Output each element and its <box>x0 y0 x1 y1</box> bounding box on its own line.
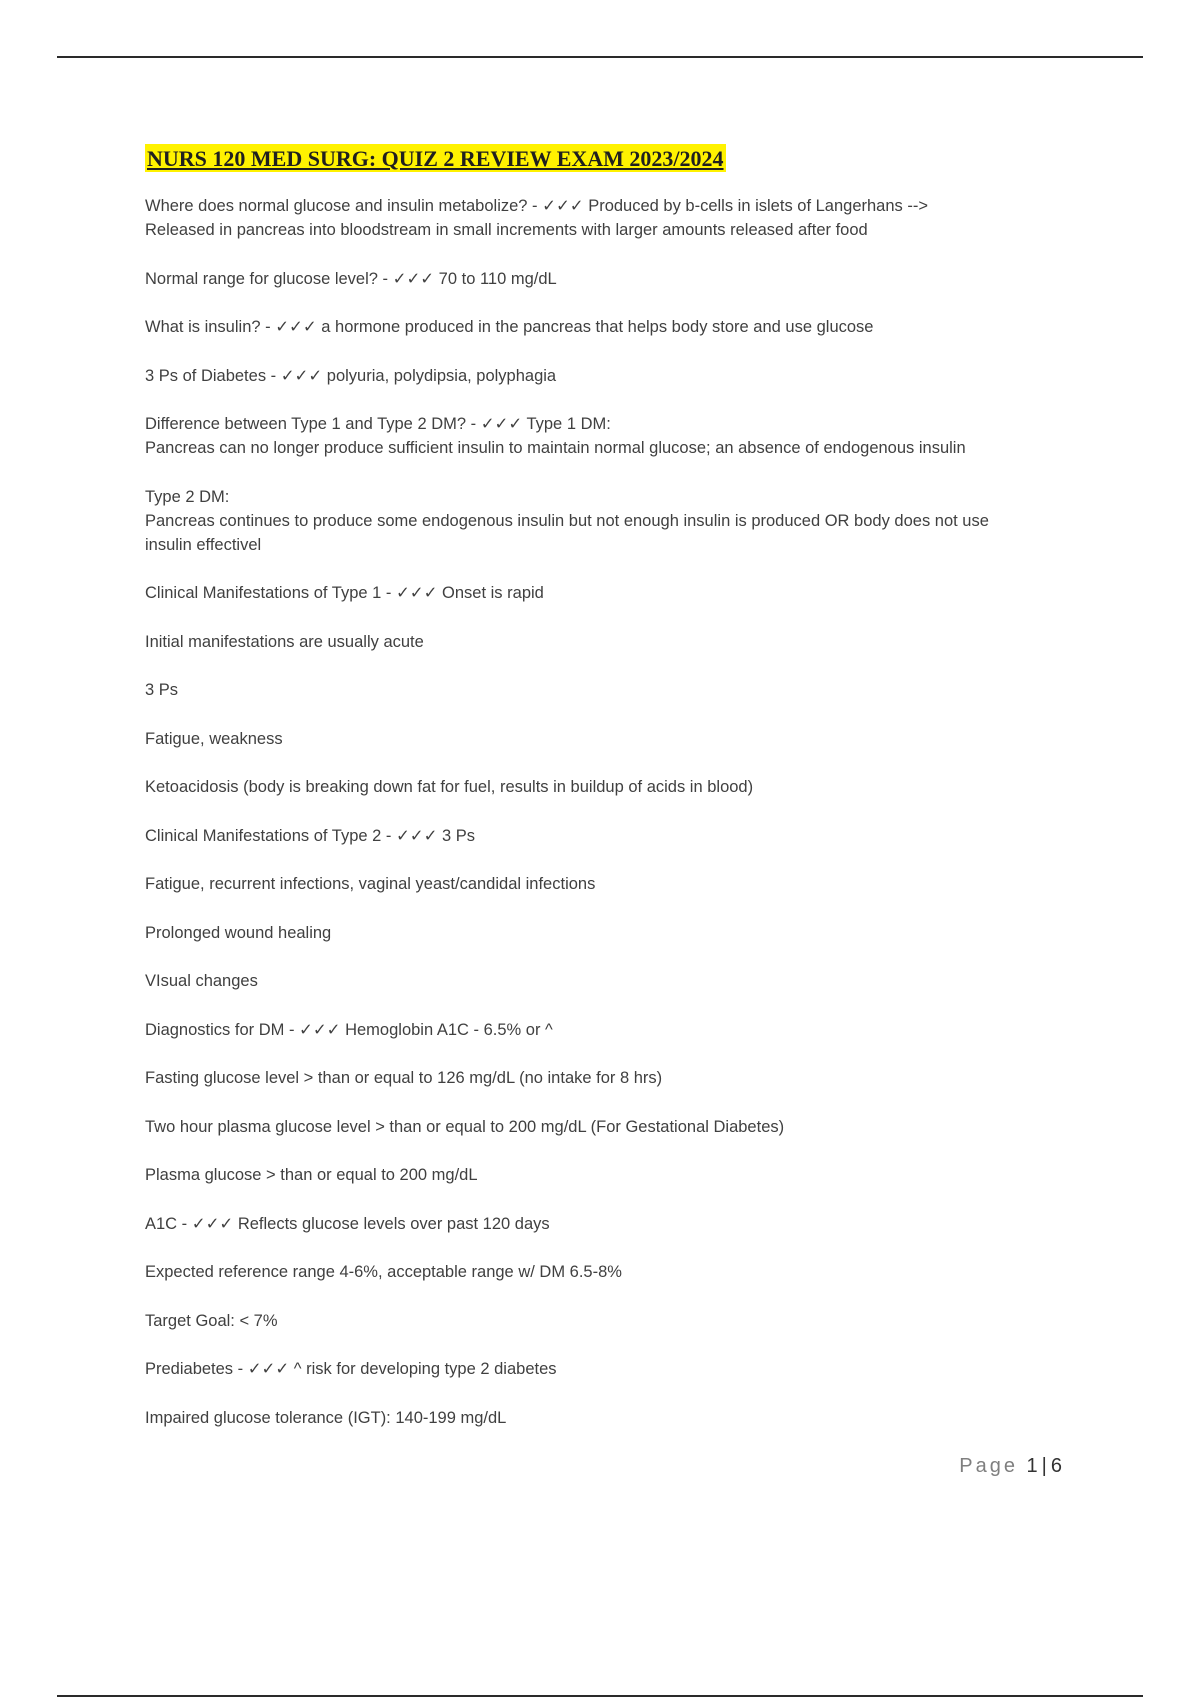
page-footer <box>959 1455 1062 1478</box>
list-item <box>145 1309 1085 1333</box>
top-rule <box>57 56 1143 58</box>
document-title: NURS 120 MED SURG: QUIZ 2 REVIEW EXAM 2023/2024 <box>147 146 724 171</box>
bottom-rule <box>57 1695 1143 1697</box>
list-item <box>145 921 1085 945</box>
list-item <box>145 581 1085 605</box>
entry-line: Fatigue, recurrent infections, vaginal yeast/candidal infections <box>145 875 596 893</box>
list-item <box>145 1163 1085 1187</box>
entry-line: Target Goal: < 7% <box>145 1311 278 1330</box>
entry-line: Normal range for glucose level? - ✓✓✓ 70 to 110 mg/dL <box>145 269 557 288</box>
entry-line: What is insulin? - ✓✓✓ a hormone produced in the pancreas that helps body store and use glucose <box>145 318 874 336</box>
list-item <box>145 1066 1085 1090</box>
list-item <box>145 775 1085 799</box>
entry-line: Expected reference range 4-6%, acceptable range w/ DM 6.5-8% <box>145 1263 622 1281</box>
page-content <box>145 144 1085 1454</box>
entry-line: A1C - ✓✓✓ Reflects glucose levels over past 120 days <box>145 1214 550 1233</box>
entry-line: insulin effectivel <box>145 535 262 554</box>
page-number: 1 <box>1026 1455 1038 1477</box>
page-separator: | <box>1041 1455 1047 1477</box>
list-item <box>145 194 1085 242</box>
entry-line: 3 Ps <box>145 681 179 699</box>
list-item <box>145 1018 1085 1042</box>
entry-line: 3 Ps of Diabetes - ✓✓✓ polyuria, polydipsia, polyphagia <box>145 366 557 385</box>
entry-line: Diagnostics for DM - ✓✓✓ Hemoglobin A1C - 6.5% or ^ <box>145 1020 553 1039</box>
total-pages: 6 <box>1050 1455 1062 1477</box>
entry-line: Clinical Manifestations of Type 1 - ✓✓✓ Onset is rapid <box>145 584 544 602</box>
entry-line: Pancreas can no longer produce sufficient insulin to maintain normal glucose; an absence of endogenous insulin <box>145 439 966 457</box>
list-item <box>145 412 1085 460</box>
entry-line: Type 2 DM: <box>145 487 230 506</box>
list-item <box>145 727 1085 751</box>
list-item <box>145 969 1085 993</box>
entry-line: Fasting glucose level > than or equal to 126 mg/dL (no intake for 8 hrs) <box>145 1069 663 1087</box>
list-item <box>145 630 1085 654</box>
entry-line: Prediabetes - ✓✓✓ ^ risk for developing type 2 diabetes <box>145 1360 557 1378</box>
list-item <box>145 267 1085 291</box>
list-item <box>145 364 1085 388</box>
entry-line: Pancreas continues to produce some endogenous insulin but not enough insulin is produced OR body does not use <box>145 511 989 530</box>
entry-line: Prolonged wound healing <box>145 923 332 942</box>
list-item <box>145 678 1085 702</box>
entry-line: Clinical Manifestations of Type 2 - ✓✓✓ 3 Ps <box>145 826 476 845</box>
list-item <box>145 824 1085 848</box>
list-item <box>145 1115 1085 1139</box>
entry-line: Where does normal glucose and insulin metabolize? - ✓✓✓ Produced by b-cells in islets of Langerhans --> <box>145 197 928 215</box>
entry-line: Impaired glucose tolerance (IGT): 140-199 mg/dL <box>145 1408 507 1427</box>
list-item <box>145 1406 1085 1430</box>
entry-line: Released in pancreas into bloodstream in small increments with larger amounts released after food <box>145 221 868 239</box>
entry-line: Initial manifestations are usually acute <box>145 632 424 651</box>
entry-line: Difference between Type 1 and Type 2 DM? - ✓✓✓ Type 1 DM: <box>145 415 611 433</box>
list-item <box>145 1212 1085 1236</box>
list-item <box>145 1260 1085 1284</box>
entry-line: Plasma glucose > than or equal to 200 mg/dL <box>145 1166 478 1184</box>
entry-line: Two hour plasma glucose level > than or equal to 200 mg/dL (For Gestational Diabetes) <box>145 1117 785 1136</box>
entry-line: VIsual changes <box>145 972 258 990</box>
page-word: Page <box>959 1455 1018 1477</box>
entry-line: Ketoacidosis (body is breaking down fat for fuel, results in buildup of acids in blood) <box>145 778 754 796</box>
entry-line: Fatigue, weakness <box>145 729 283 748</box>
list-item <box>145 872 1085 896</box>
list-item <box>145 485 1085 557</box>
list-item <box>145 315 1085 339</box>
list-item <box>145 1357 1085 1381</box>
entry-list <box>145 194 1085 1430</box>
